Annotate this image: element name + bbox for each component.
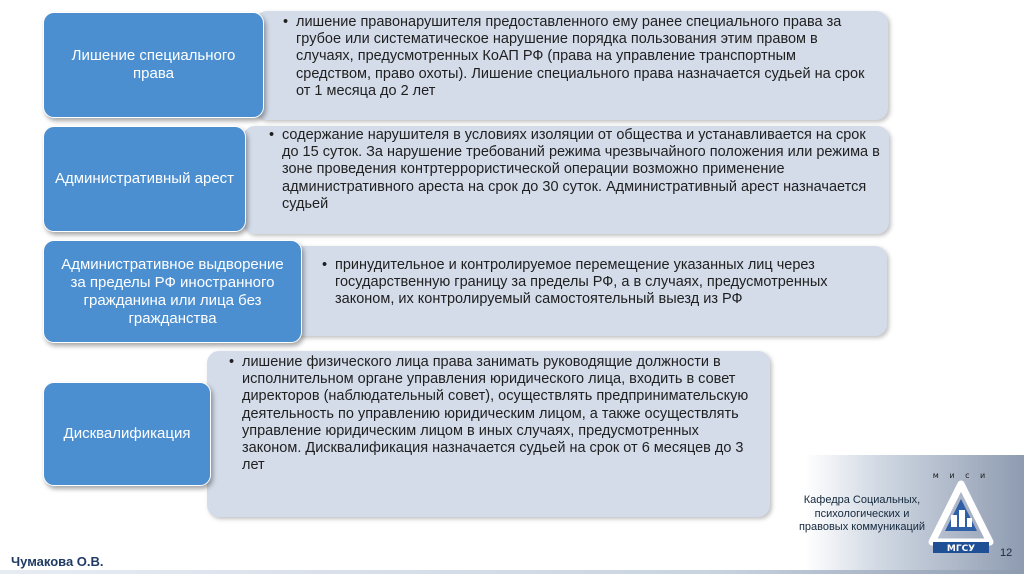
term-tile-2: [43, 126, 246, 232]
term-label-1: Лишение специального права: [71, 47, 236, 82]
author-name: Чумакова О.В.: [11, 554, 104, 569]
logo-bottom-text: МГСУ: [946, 544, 976, 554]
definition-text-1: • лишение правонарушителя предоставленного ему ранее специального права за грубое или систематическое нарушение порядка пользования этим правом в случаях, предусмотренных КоАП РФ (права на управление транспортным средством, право охоты). Лишение специального права назначается судьей на срок от 1 месяца до 2 лет: [283, 14, 873, 100]
term-label-4: Дисквалификация: [63, 425, 191, 442]
logo-top-text: м и с и: [932, 471, 990, 480]
mgsu-logo-icon: [928, 470, 994, 554]
definition-text-2: • содержание нарушителя в условиях изоляции от общества и устанавливается на срок до 15 суток. За нарушение требований режима чрезвычайного положения или режима в зоне проведения контртеррористической операции возможно применение административного ареста на срок до 30 суток. Административный арест назначается судьей: [269, 127, 881, 213]
page-number: 12: [1000, 547, 1013, 559]
definition-text-4: • лишение физического лица права занимать руководящие должности в исполнительном органе управления юридического лица, входить в совет директоров (наблюдательный совет), осуществлять предпринимательскую деятельность по управлению юридическим лицом, а также осуществлять управление юридическим лицом в иных случаях, предусмотренных законом. Дисквалификация назначается судьей на срок от 6 месяцев до 3 лет: [229, 354, 759, 474]
term-tile-1: [43, 12, 264, 118]
definition-panel-3: [292, 246, 887, 336]
department-name: Кафедра Социальных, психологических и правовых коммуникаций: [798, 494, 926, 533]
definition-panel-4: [207, 351, 770, 517]
definition-panel-2: [243, 126, 889, 234]
term-tile-3: [43, 240, 302, 343]
definition-panel-1: [255, 11, 888, 120]
footer-band: [0, 570, 1024, 574]
term-label-2: Административный арест: [54, 170, 235, 187]
definition-text-3: • принудительное и контролируемое перемещение указанных лиц через государственную границу за пределы РФ, а в случаях, предусмотренных законом, их контролируемый самостоятельный выезд из РФ: [322, 257, 872, 309]
term-label-3: Административное выдворение за пределы РФ иностранного гражданина или лица без гражданства: [61, 255, 284, 327]
term-tile-4: [43, 382, 211, 486]
